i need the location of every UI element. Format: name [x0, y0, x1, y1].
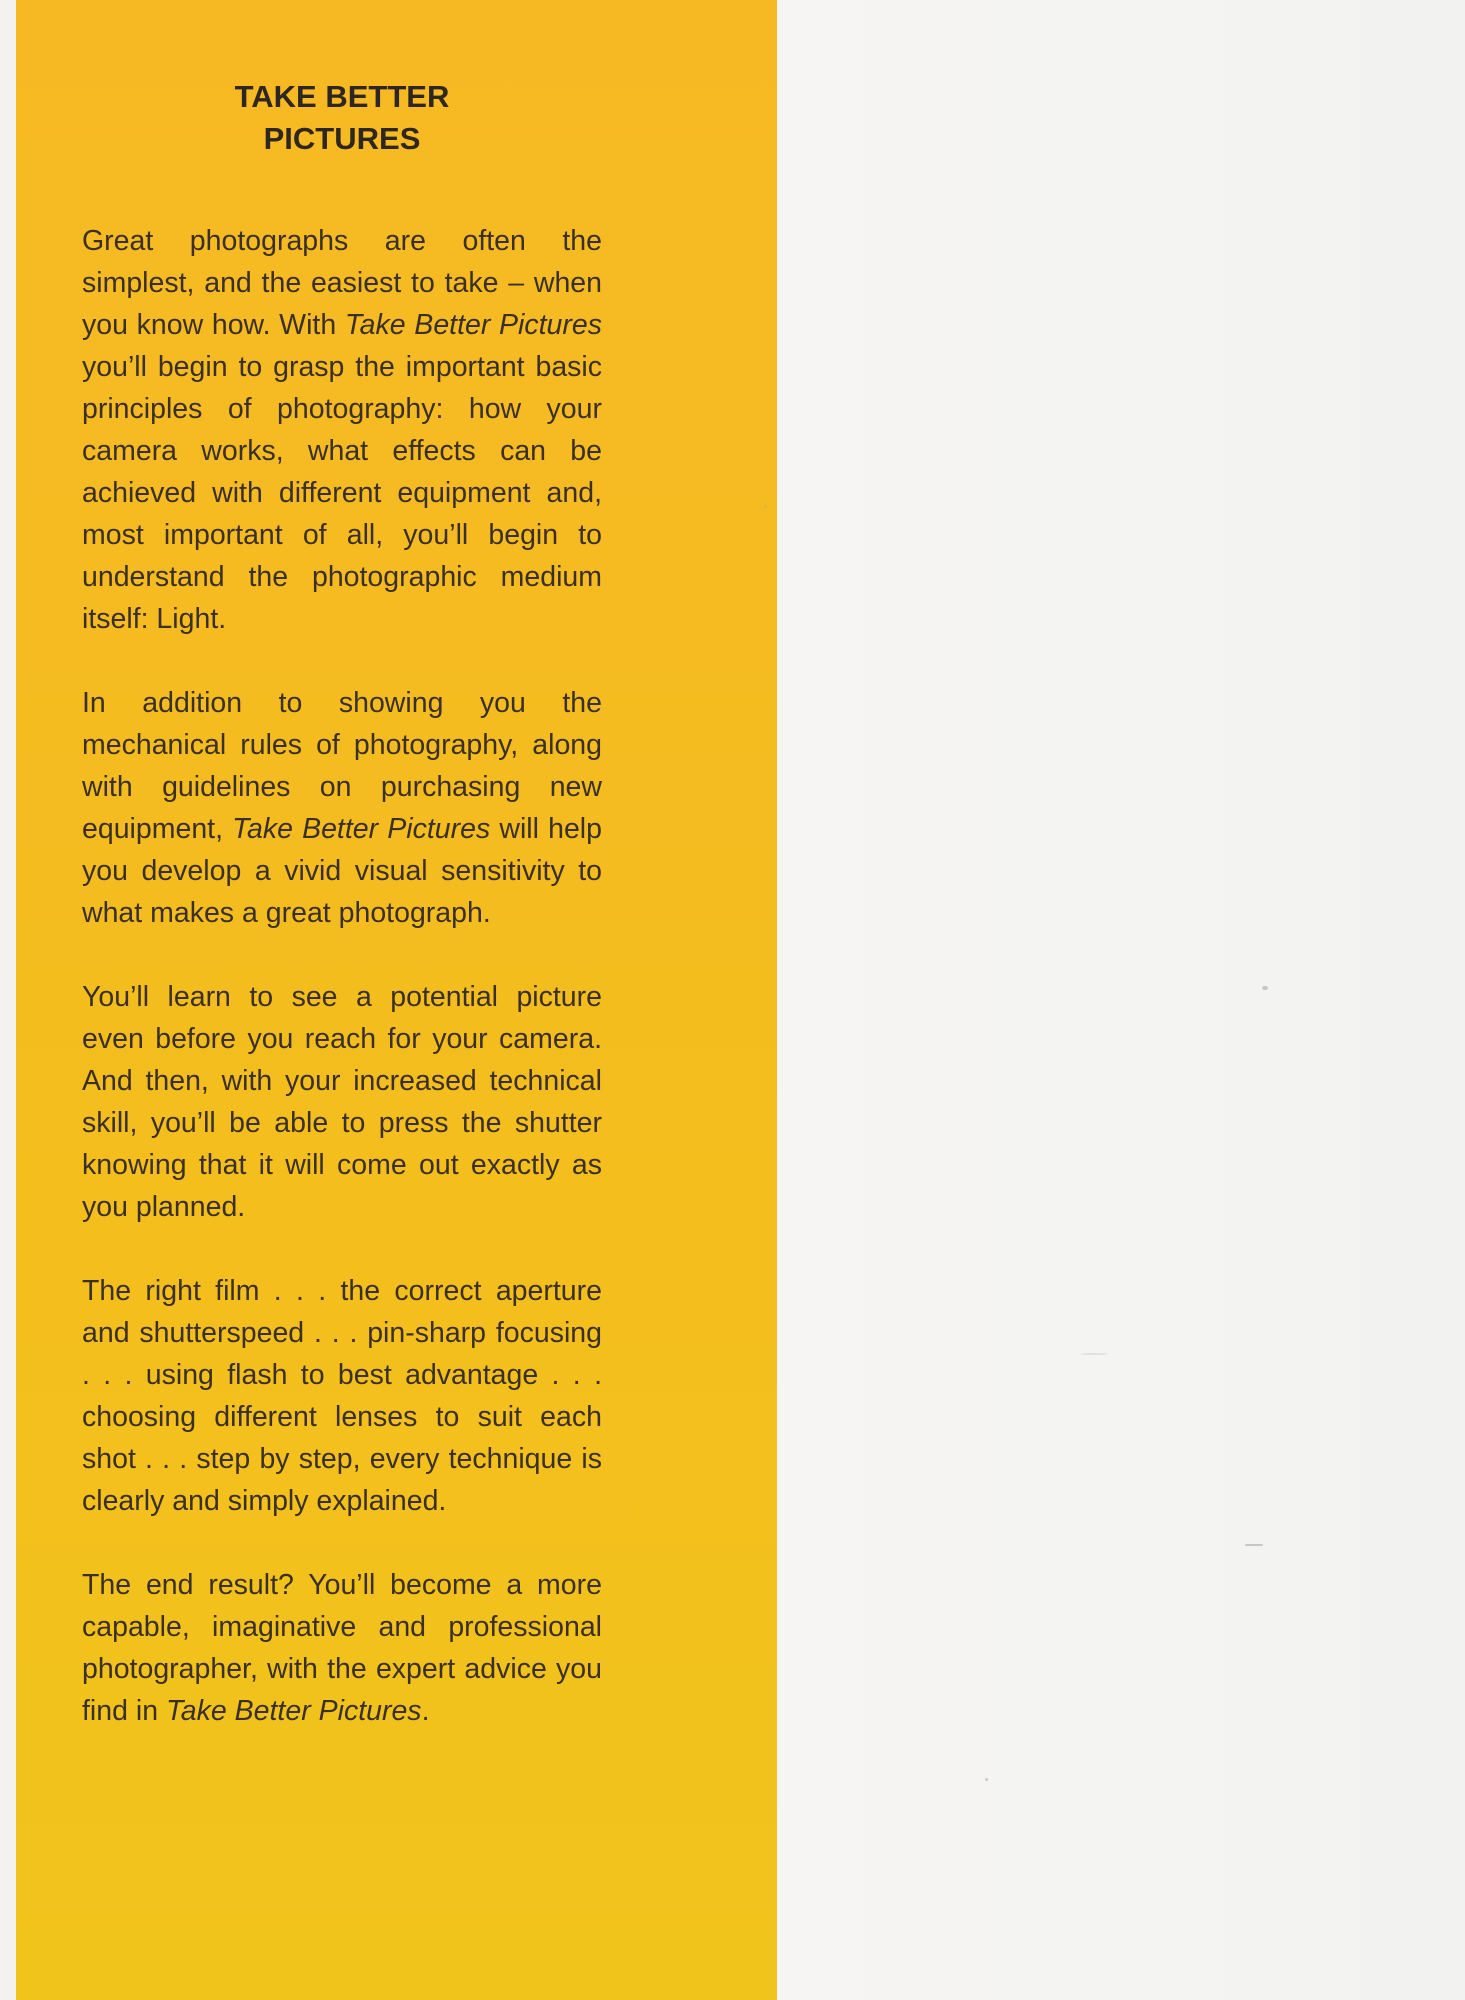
paragraph-2 [82, 682, 602, 934]
paragraph-2-text: will help you develop a vivid visual sensitivity to what makes a great photograph. [82, 813, 602, 929]
paper-speck [764, 505, 767, 508]
paragraph-5-text: . [421, 1695, 430, 1727]
book-title-italic: Take Better Pictures [165, 1695, 422, 1727]
paragraph-1-text: Great photographs are often the simplest, and the easiest to take – when you know how. With [82, 225, 602, 341]
paper-speck [985, 1778, 988, 1781]
paragraph-4 [82, 1270, 602, 1522]
book-title-italic: Take Better Pictures [344, 309, 602, 341]
paragraph-1-text: you’ll begin to grasp the important basic principles of photography: how your camera works, what effects can be achieved with different equipment and, most important of all, you’ll begin to understand the photographic medium itself: Light. [82, 351, 602, 635]
book-title-italic: Take Better Pictures [232, 813, 491, 845]
paragraph-3 [82, 976, 602, 1228]
paragraph-2-text: In addition to showing you the mechanical rules of photography, along with guidelines on purchasing new equipment, [82, 687, 602, 845]
article-text [82, 76, 602, 1732]
paper-speck [1262, 986, 1268, 990]
paragraph-5-text: The end result? You’ll become a more capable, imaginative and professional photographer, with the expert advice you find in [82, 1569, 602, 1727]
paragraph-5 [82, 1564, 602, 1732]
page-title [82, 76, 602, 160]
title-line-2: PICTURES [263, 121, 421, 156]
paragraph-4-text: The right film . . . the correct aperture and shutterspeed . . . pin-sharp focusing . . . using flash to best advantage . . . choosing different lenses to suit each shot . . . step by step, every technique is clearly and simply explained. [82, 1275, 602, 1517]
paragraph-1 [82, 220, 602, 640]
paper-speck [1245, 1544, 1263, 1546]
paper-backing [777, 0, 1465, 2000]
title-line-1: TAKE BETTER [234, 79, 450, 114]
paragraph-3-text: You’ll learn to see a potential picture even before you reach for your camera. And then, with your increased technical skill, you’ll be able to press the shutter knowing that it will come out exactly as you planned. [82, 981, 602, 1223]
page-edge-strip [0, 0, 16, 2000]
paper-speck [1080, 1353, 1108, 1355]
